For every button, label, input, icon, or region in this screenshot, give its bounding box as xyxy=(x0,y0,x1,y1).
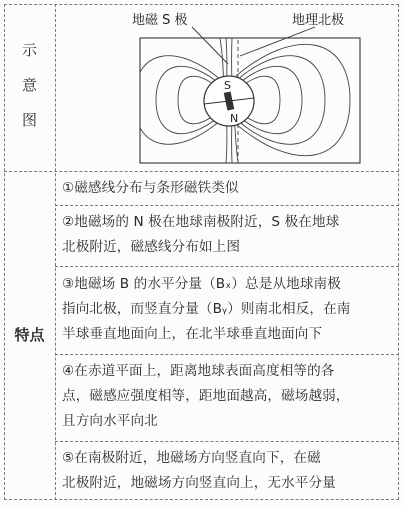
feature-5-line-2: 北极附近，地磁场方向竖直向上，无水平分量 xyxy=(62,475,336,491)
feature-divider-1 xyxy=(55,205,399,206)
feature-5-line-1: ⑤在南极附近，地磁场方向竖直向下，在磁 xyxy=(62,450,321,466)
s-pole-label: 地磁 S 极 xyxy=(132,13,188,28)
feature-item-2 xyxy=(62,210,392,260)
label-char-3: 图 xyxy=(21,110,37,129)
column-divider xyxy=(55,4,56,500)
feature-divider-2 xyxy=(55,266,399,267)
feature-divider-3 xyxy=(55,354,399,355)
diagram-row-label xyxy=(4,30,55,140)
feature-item-4 xyxy=(62,359,392,434)
geo-north-leader xyxy=(240,27,315,56)
feature-3-line-2: 指向北极，而竖直分量（Bᵧ）则南北相反，在南 xyxy=(62,301,351,317)
feature-2-line-1: ②地磁场的 N 极在地球南极附近，S 极在地球 xyxy=(62,214,340,230)
feature-1-line-1: ①磁感线分布与条形磁铁类似 xyxy=(62,180,239,196)
feature-2-line-2: 北极附近，磁感线分布如上图 xyxy=(62,239,241,255)
label-char-2: 意 xyxy=(21,75,37,94)
label-char-1: 示 xyxy=(21,40,37,59)
compass-s-label: S xyxy=(224,79,231,92)
feature-4-line-2: 点，磁感应强度相等，距地面越高，磁场越弱， xyxy=(62,388,350,404)
features-label-text: 特点 xyxy=(14,326,45,344)
feature-item-3 xyxy=(62,272,392,347)
feature-4-line-3: 且方向水平向北 xyxy=(62,413,158,429)
feature-divider-4 xyxy=(55,441,399,442)
feature-3-line-1: ③地磁场 B 的水平分量（Bₓ）总是从地球南极 xyxy=(62,276,341,292)
compass-n-label: N xyxy=(230,112,239,125)
feature-item-1 xyxy=(62,176,392,201)
row-divider xyxy=(4,171,399,172)
features-row-label xyxy=(4,171,55,500)
geo-north-label: 地理北极 xyxy=(292,13,345,28)
feature-item-5 xyxy=(62,446,392,496)
geomagnetic-field-diagram xyxy=(110,8,370,168)
feature-3-line-3: 半球垂直地面向上，在北半球垂直地面向下 xyxy=(62,326,323,342)
feature-4-line-1: ④在赤道平面上，距离地球表面高度相等的各 xyxy=(62,363,335,379)
